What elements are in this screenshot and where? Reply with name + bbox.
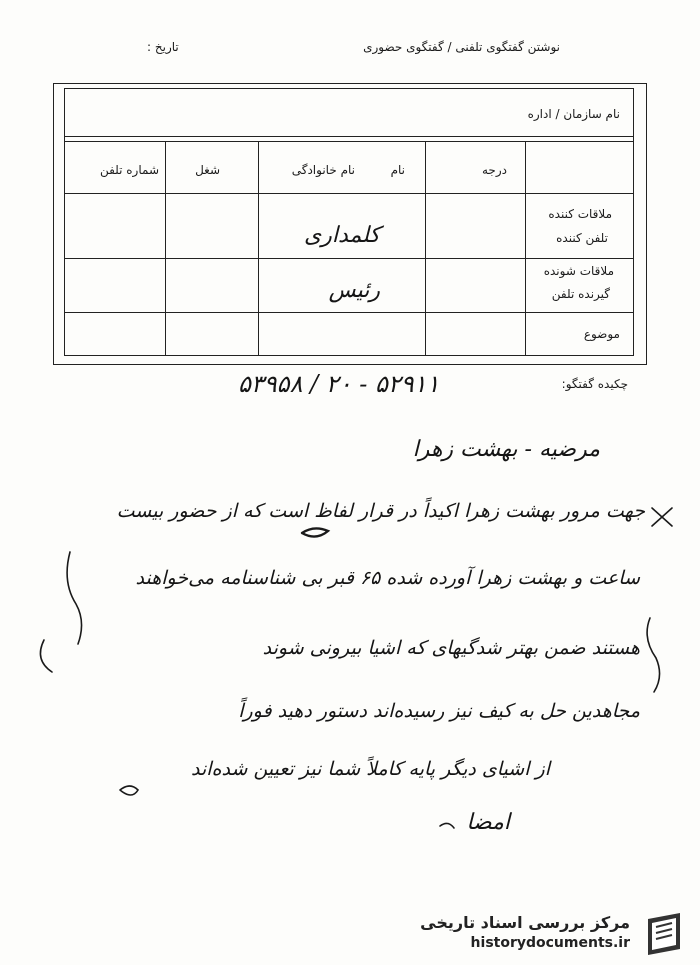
handwritten-line-4: مجاهدین حل به کیف نیز رسیده‌اند دستور دهید فوراً: [238, 700, 640, 722]
watermark-name: مرکز بررسی اسناد تاریخی: [420, 913, 630, 932]
col-header-phone: شماره تلفن: [99, 163, 159, 177]
handwritten-summary-number: ۵۲۹۱۱ - ۲۰ / ۵۳۹۵۸: [238, 370, 440, 398]
watermark: [400, 909, 690, 959]
handwritten-signature: امضا: [466, 810, 510, 835]
row-label-visitor: ملاقات کننده: [548, 207, 612, 221]
handwritten-line-3: هستند ضمن بهتر شدگیهای که اشیا بیرونی شوند: [262, 637, 640, 659]
handwritten-line-1: جهت مرور بهشت زهرا اکیداً در قرار لفاظ است که از حضور بیست: [116, 500, 645, 522]
handwritten-line-5: از اشیای دیگر پایه کاملاً شما نیز تعیین شده‌اند: [191, 758, 550, 780]
col-header-rank: درجه: [482, 163, 507, 177]
date-label: تاریخ :: [147, 40, 179, 54]
summary-label: چکیده گفتگو:: [561, 377, 628, 391]
handwritten-receiver-family: رئیس: [328, 278, 380, 303]
handwritten-caller-family: کلمداری: [304, 223, 380, 248]
handwritten-line-2: ساعت و بهشت زهرا آورده شده ۶۵ قبر بی شناسنامه می‌خواهند: [135, 567, 640, 589]
book-logo-icon: [640, 911, 688, 957]
col-header-family: نام خانوادگی: [291, 163, 355, 177]
handwritten-subject: مرضیه - بهشت زهرا: [412, 437, 600, 462]
row-label-visited: ملاقات شونده: [543, 264, 614, 278]
col-header-job: شغل: [195, 163, 220, 177]
row-label-subject: موضوع: [583, 327, 620, 341]
org-label: نام سازمان / اداره: [527, 107, 620, 121]
watermark-url: historydocuments.ir: [470, 935, 630, 951]
col-header-name: نام: [390, 163, 405, 177]
form-title: نوشتن گفتگوی تلفنی / گفتگوی حضوری: [363, 40, 560, 54]
row-label-receiver: گیرنده تلفن: [551, 287, 610, 301]
row-label-caller: تلفن کننده: [556, 231, 608, 245]
